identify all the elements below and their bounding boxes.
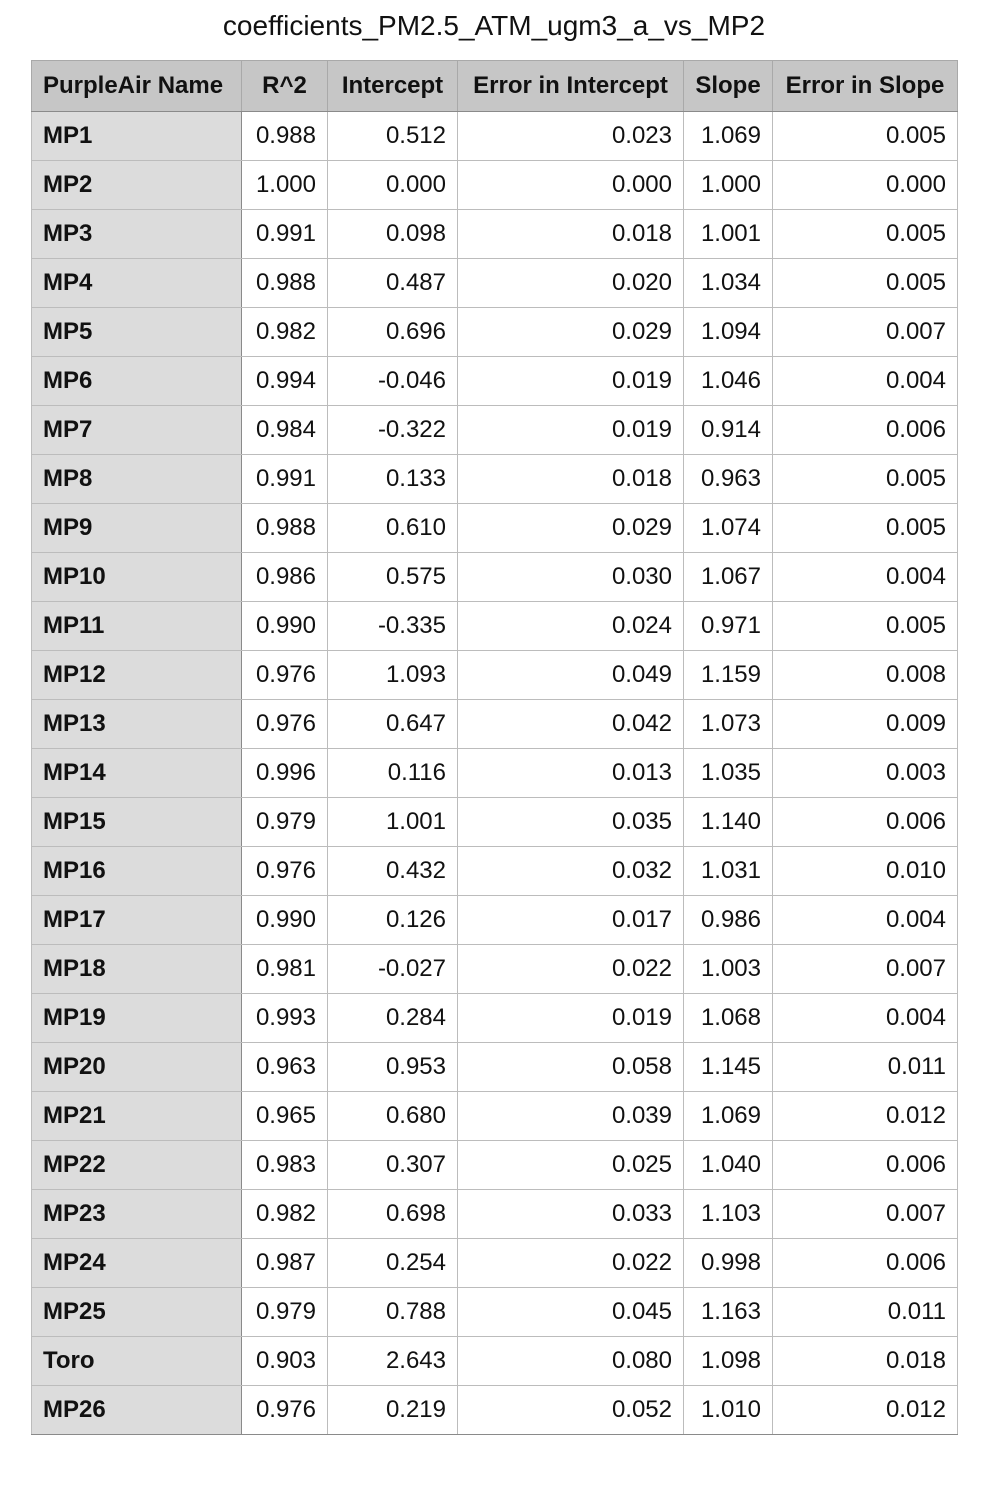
table-row[interactable] — [32, 308, 958, 357]
cell-error-in-slope[interactable]: 0.007 — [773, 945, 958, 994]
column-header-error-in-slope[interactable]: Error in Slope — [773, 61, 958, 112]
column-header-error-in-intercept[interactable]: Error in Intercept — [458, 61, 684, 112]
cell-error-in-slope[interactable]: 0.012 — [773, 1092, 958, 1141]
cell-slope[interactable]: 1.140 — [684, 798, 773, 847]
cell-purpleair-name[interactable]: MP15 — [32, 798, 242, 847]
cell-intercept[interactable]: 0.575 — [328, 553, 458, 602]
table-row[interactable] — [32, 112, 958, 161]
cell-intercept[interactable]: -0.046 — [328, 357, 458, 406]
cell-slope[interactable]: 1.035 — [684, 749, 773, 798]
cell-error-in-slope[interactable]: 0.005 — [773, 504, 958, 553]
cell-r2[interactable]: 0.981 — [242, 945, 328, 994]
table-row[interactable] — [32, 1288, 958, 1337]
table-row[interactable] — [32, 553, 958, 602]
cell-error-in-intercept[interactable]: 0.022 — [458, 945, 684, 994]
table-row[interactable] — [32, 406, 958, 455]
cell-error-in-intercept[interactable]: 0.033 — [458, 1190, 684, 1239]
cell-error-in-intercept[interactable]: 0.023 — [458, 112, 684, 161]
table-row[interactable] — [32, 357, 958, 406]
cell-r2[interactable]: 0.983 — [242, 1141, 328, 1190]
cell-error-in-intercept[interactable]: 0.022 — [458, 1239, 684, 1288]
cell-purpleair-name[interactable]: MP26 — [32, 1386, 242, 1435]
cell-intercept[interactable]: 0.647 — [328, 700, 458, 749]
cell-error-in-intercept[interactable]: 0.013 — [458, 749, 684, 798]
table-row[interactable] — [32, 749, 958, 798]
column-header-purpleair-name[interactable]: PurpleAir Name — [32, 61, 242, 112]
cell-intercept[interactable]: 0.254 — [328, 1239, 458, 1288]
cell-error-in-intercept[interactable]: 0.058 — [458, 1043, 684, 1092]
cell-intercept[interactable]: 0.126 — [328, 896, 458, 945]
cell-purpleair-name[interactable]: MP17 — [32, 896, 242, 945]
cell-error-in-slope[interactable]: 0.012 — [773, 1386, 958, 1435]
cell-error-in-slope[interactable]: 0.006 — [773, 1239, 958, 1288]
table-row[interactable] — [32, 700, 958, 749]
cell-slope[interactable]: 1.000 — [684, 161, 773, 210]
cell-error-in-slope[interactable]: 0.004 — [773, 994, 958, 1043]
table-row[interactable] — [32, 1092, 958, 1141]
cell-r2[interactable]: 0.988 — [242, 112, 328, 161]
cell-purpleair-name[interactable]: MP4 — [32, 259, 242, 308]
cell-intercept[interactable]: 0.219 — [328, 1386, 458, 1435]
cell-purpleair-name[interactable]: MP8 — [32, 455, 242, 504]
table-row[interactable] — [32, 1141, 958, 1190]
cell-intercept[interactable]: -0.027 — [328, 945, 458, 994]
cell-purpleair-name[interactable]: MP23 — [32, 1190, 242, 1239]
cell-error-in-slope[interactable]: 0.008 — [773, 651, 958, 700]
cell-r2[interactable]: 1.000 — [242, 161, 328, 210]
cell-slope[interactable]: 1.010 — [684, 1386, 773, 1435]
cell-r2[interactable]: 0.903 — [242, 1337, 328, 1386]
table-row[interactable] — [32, 651, 958, 700]
cell-r2[interactable]: 0.996 — [242, 749, 328, 798]
header-row — [32, 61, 958, 112]
coefficients-table — [31, 60, 958, 1435]
cell-slope[interactable]: 1.001 — [684, 210, 773, 259]
cell-error-in-slope[interactable]: 0.005 — [773, 210, 958, 259]
cell-r2[interactable]: 0.991 — [242, 210, 328, 259]
cell-intercept[interactable]: 0.512 — [328, 112, 458, 161]
cell-error-in-intercept[interactable]: 0.049 — [458, 651, 684, 700]
table-row[interactable] — [32, 1043, 958, 1092]
column-header-slope[interactable]: Slope — [684, 61, 773, 112]
cell-error-in-intercept[interactable]: 0.020 — [458, 259, 684, 308]
cell-error-in-intercept[interactable]: 0.029 — [458, 504, 684, 553]
cell-slope[interactable]: 1.074 — [684, 504, 773, 553]
cell-intercept[interactable]: 0.307 — [328, 1141, 458, 1190]
cell-intercept[interactable]: 0.098 — [328, 210, 458, 259]
cell-purpleair-name[interactable]: MP16 — [32, 847, 242, 896]
cell-error-in-slope[interactable]: 0.018 — [773, 1337, 958, 1386]
cell-r2[interactable]: 0.988 — [242, 504, 328, 553]
cell-error-in-slope[interactable]: 0.006 — [773, 406, 958, 455]
column-header-intercept[interactable]: Intercept — [328, 61, 458, 112]
cell-r2[interactable]: 0.976 — [242, 1386, 328, 1435]
table-row[interactable] — [32, 1337, 958, 1386]
cell-intercept[interactable]: 0.953 — [328, 1043, 458, 1092]
cell-slope[interactable]: 1.069 — [684, 1092, 773, 1141]
cell-purpleair-name[interactable]: MP20 — [32, 1043, 242, 1092]
cell-error-in-intercept[interactable]: 0.019 — [458, 994, 684, 1043]
table-row[interactable] — [32, 847, 958, 896]
cell-purpleair-name[interactable]: MP25 — [32, 1288, 242, 1337]
table-row[interactable] — [32, 945, 958, 994]
cell-intercept[interactable]: 0.284 — [328, 994, 458, 1043]
cell-r2[interactable]: 0.979 — [242, 798, 328, 847]
cell-purpleair-name[interactable]: MP19 — [32, 994, 242, 1043]
cell-r2[interactable]: 0.990 — [242, 602, 328, 651]
cell-purpleair-name[interactable]: MP11 — [32, 602, 242, 651]
cell-intercept[interactable]: 0.696 — [328, 308, 458, 357]
cell-slope[interactable]: 0.963 — [684, 455, 773, 504]
cell-purpleair-name[interactable]: MP18 — [32, 945, 242, 994]
cell-error-in-intercept[interactable]: 0.029 — [458, 308, 684, 357]
cell-intercept[interactable]: 0.432 — [328, 847, 458, 896]
cell-r2[interactable]: 0.976 — [242, 651, 328, 700]
cell-slope[interactable]: 0.986 — [684, 896, 773, 945]
cell-error-in-slope[interactable]: 0.009 — [773, 700, 958, 749]
table-row[interactable] — [32, 1386, 958, 1435]
cell-purpleair-name[interactable]: MP9 — [32, 504, 242, 553]
cell-error-in-intercept[interactable]: 0.039 — [458, 1092, 684, 1141]
cell-purpleair-name[interactable]: MP1 — [32, 112, 242, 161]
cell-intercept[interactable]: 0.000 — [328, 161, 458, 210]
table-row[interactable] — [32, 210, 958, 259]
cell-r2[interactable]: 0.984 — [242, 406, 328, 455]
cell-error-in-slope[interactable]: 0.011 — [773, 1288, 958, 1337]
cell-intercept[interactable]: -0.322 — [328, 406, 458, 455]
cell-intercept[interactable]: 0.788 — [328, 1288, 458, 1337]
cell-r2[interactable]: 0.990 — [242, 896, 328, 945]
cell-r2[interactable]: 0.994 — [242, 357, 328, 406]
table-row[interactable] — [32, 1190, 958, 1239]
cell-error-in-intercept[interactable]: 0.025 — [458, 1141, 684, 1190]
table-row[interactable] — [32, 259, 958, 308]
cell-slope[interactable]: 1.163 — [684, 1288, 773, 1337]
cell-purpleair-name[interactable]: MP7 — [32, 406, 242, 455]
cell-r2[interactable]: 0.965 — [242, 1092, 328, 1141]
table-row[interactable] — [32, 1239, 958, 1288]
cell-error-in-slope[interactable]: 0.010 — [773, 847, 958, 896]
cell-intercept[interactable]: 0.610 — [328, 504, 458, 553]
cell-slope[interactable]: 1.103 — [684, 1190, 773, 1239]
cell-error-in-slope[interactable]: 0.006 — [773, 1141, 958, 1190]
cell-intercept[interactable]: 2.643 — [328, 1337, 458, 1386]
cell-r2[interactable]: 0.963 — [242, 1043, 328, 1092]
cell-slope[interactable]: 1.046 — [684, 357, 773, 406]
table-body — [32, 112, 958, 1435]
table-row[interactable] — [32, 161, 958, 210]
cell-r2[interactable]: 0.988 — [242, 259, 328, 308]
cell-error-in-slope[interactable]: 0.005 — [773, 602, 958, 651]
cell-intercept[interactable]: -0.335 — [328, 602, 458, 651]
cell-intercept[interactable]: 1.001 — [328, 798, 458, 847]
table-header — [32, 61, 958, 112]
cell-error-in-slope[interactable]: 0.006 — [773, 798, 958, 847]
cell-error-in-intercept[interactable]: 0.019 — [458, 406, 684, 455]
cell-error-in-slope[interactable]: 0.007 — [773, 308, 958, 357]
cell-error-in-slope[interactable]: 0.007 — [773, 1190, 958, 1239]
cell-slope[interactable]: 1.068 — [684, 994, 773, 1043]
cell-purpleair-name[interactable]: Toro — [32, 1337, 242, 1386]
cell-purpleair-name[interactable]: MP5 — [32, 308, 242, 357]
cell-slope[interactable]: 1.073 — [684, 700, 773, 749]
cell-error-in-slope[interactable]: 0.011 — [773, 1043, 958, 1092]
cell-intercept[interactable]: 0.487 — [328, 259, 458, 308]
table-row[interactable] — [32, 896, 958, 945]
cell-r2[interactable]: 0.979 — [242, 1288, 328, 1337]
cell-purpleair-name[interactable]: MP12 — [32, 651, 242, 700]
cell-purpleair-name[interactable]: MP24 — [32, 1239, 242, 1288]
cell-error-in-intercept[interactable]: 0.030 — [458, 553, 684, 602]
cell-slope[interactable]: 1.145 — [684, 1043, 773, 1092]
cell-slope[interactable]: 1.067 — [684, 553, 773, 602]
cell-purpleair-name[interactable]: MP2 — [32, 161, 242, 210]
table-title: coefficients_PM2.5_ATM_ugm3_a_vs_MP2 — [222, 10, 766, 41]
cell-purpleair-name[interactable]: MP13 — [32, 700, 242, 749]
cell-intercept[interactable]: 0.680 — [328, 1092, 458, 1141]
cell-r2[interactable]: 0.982 — [242, 1190, 328, 1239]
cell-error-in-slope[interactable]: 0.005 — [773, 455, 958, 504]
cell-error-in-slope[interactable]: 0.004 — [773, 553, 958, 602]
cell-r2[interactable]: 0.976 — [242, 700, 328, 749]
table-row[interactable] — [32, 798, 958, 847]
cell-error-in-slope[interactable]: 0.004 — [773, 357, 958, 406]
cell-error-in-intercept[interactable]: 0.018 — [458, 210, 684, 259]
cell-purpleair-name[interactable]: MP3 — [32, 210, 242, 259]
cell-error-in-intercept[interactable]: 0.052 — [458, 1386, 684, 1435]
cell-slope[interactable]: 1.034 — [684, 259, 773, 308]
cell-slope[interactable]: 1.069 — [684, 112, 773, 161]
cell-purpleair-name[interactable]: MP14 — [32, 749, 242, 798]
cell-purpleair-name[interactable]: MP6 — [32, 357, 242, 406]
cell-r2[interactable]: 0.986 — [242, 553, 328, 602]
cell-error-in-intercept[interactable]: 0.035 — [458, 798, 684, 847]
cell-slope[interactable]: 1.098 — [684, 1337, 773, 1386]
cell-error-in-slope[interactable]: 0.005 — [773, 259, 958, 308]
cell-r2[interactable]: 0.982 — [242, 308, 328, 357]
cell-error-in-intercept[interactable]: 0.019 — [458, 357, 684, 406]
cell-slope[interactable]: 1.003 — [684, 945, 773, 994]
cell-intercept[interactable]: 0.698 — [328, 1190, 458, 1239]
cell-error-in-intercept[interactable]: 0.024 — [458, 602, 684, 651]
cell-error-in-slope[interactable]: 0.004 — [773, 896, 958, 945]
cell-r2[interactable]: 0.993 — [242, 994, 328, 1043]
table-row[interactable] — [32, 994, 958, 1043]
cell-slope[interactable]: 0.914 — [684, 406, 773, 455]
cell-slope[interactable]: 1.040 — [684, 1141, 773, 1190]
cell-intercept[interactable]: 0.133 — [328, 455, 458, 504]
cell-error-in-intercept[interactable]: 0.017 — [458, 896, 684, 945]
cell-r2[interactable]: 0.987 — [242, 1239, 328, 1288]
cell-intercept[interactable]: 0.116 — [328, 749, 458, 798]
table-row[interactable] — [32, 504, 958, 553]
cell-purpleair-name[interactable]: MP21 — [32, 1092, 242, 1141]
table-row[interactable] — [32, 455, 958, 504]
cell-slope[interactable]: 1.031 — [684, 847, 773, 896]
cell-intercept[interactable]: 1.093 — [328, 651, 458, 700]
cell-error-in-intercept[interactable]: 0.042 — [458, 700, 684, 749]
cell-error-in-intercept[interactable]: 0.000 — [458, 161, 684, 210]
cell-slope[interactable]: 0.971 — [684, 602, 773, 651]
table-row[interactable] — [32, 602, 958, 651]
cell-error-in-intercept[interactable]: 0.080 — [458, 1337, 684, 1386]
cell-purpleair-name[interactable]: MP22 — [32, 1141, 242, 1190]
cell-r2[interactable]: 0.991 — [242, 455, 328, 504]
cell-error-in-intercept[interactable]: 0.032 — [458, 847, 684, 896]
cell-error-in-intercept[interactable]: 0.018 — [458, 455, 684, 504]
cell-slope[interactable]: 1.159 — [684, 651, 773, 700]
cell-slope[interactable]: 1.094 — [684, 308, 773, 357]
cell-r2[interactable]: 0.976 — [242, 847, 328, 896]
column-header-r2[interactable]: R^2 — [242, 61, 328, 112]
cell-error-in-slope[interactable]: 0.003 — [773, 749, 958, 798]
cell-slope[interactable]: 0.998 — [684, 1239, 773, 1288]
cell-error-in-intercept[interactable]: 0.045 — [458, 1288, 684, 1337]
cell-error-in-slope[interactable]: 0.005 — [773, 112, 958, 161]
cell-error-in-slope[interactable]: 0.000 — [773, 161, 958, 210]
cell-purpleair-name[interactable]: MP10 — [32, 553, 242, 602]
